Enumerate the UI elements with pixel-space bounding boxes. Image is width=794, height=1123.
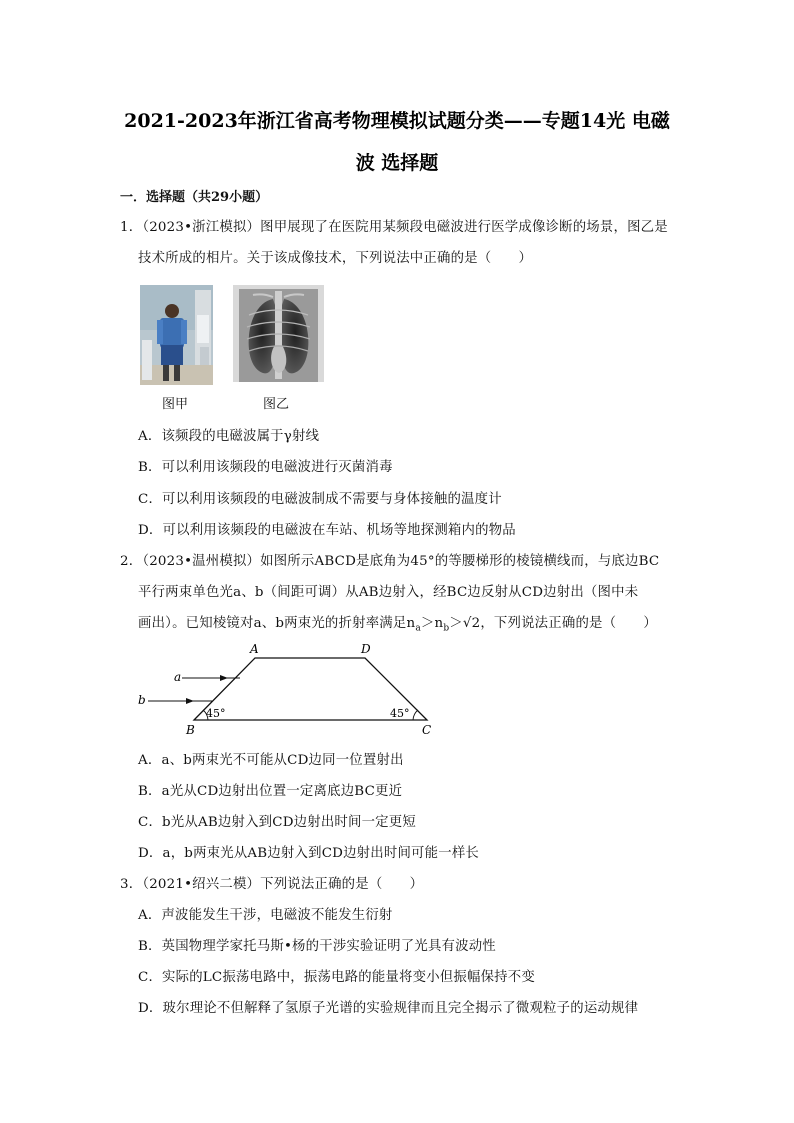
section-heading: 一．选择题（共29小题） bbox=[120, 190, 269, 205]
q1-photo-yi-xray bbox=[233, 285, 324, 382]
q1-stem-line1: 1．（2023•浙江模拟）图甲展现了在医院用某频段电磁波进行医学成像诊断的场景，图乙是 bbox=[120, 220, 668, 235]
q3-option-a: A．声波能发生干涉，电磁波不能发生衍射 bbox=[138, 908, 393, 923]
q2-stem-line3: 画出）。已知棱镜对a、b两束光的折射率满足$n_a>n_b>√2$，下列说法正确的是（ ） bbox=[138, 616, 658, 634]
q1-photo-jia bbox=[140, 285, 213, 385]
q2-option-a: A．a、b两束光不可能从CD边同一位置射出 bbox=[138, 753, 404, 768]
vertex-B-label: B bbox=[186, 723, 195, 737]
q2-option-b: B．a光从CD边射出位置一定离底边BC更近 bbox=[138, 784, 403, 799]
angle-right-label: 45° bbox=[390, 707, 410, 720]
q1-caption-yi: 图乙 bbox=[263, 397, 290, 412]
ray-b-arrow bbox=[186, 698, 194, 704]
ray-a-label: a bbox=[174, 670, 182, 684]
q3-stem-line1: 3．（2021•绍兴二模）下列说法正确的是（ ） bbox=[120, 877, 424, 892]
q1-option-d: D．可以利用该频段的电磁波在车站、机场等地探测箱内的物品 bbox=[138, 523, 516, 538]
q1-caption-jia: 图甲 bbox=[162, 397, 189, 412]
q3-option-b: B．英国物理学家托马斯•杨的干涉实验证明了光具有波动性 bbox=[138, 939, 496, 954]
q1-option-a: A．该频段的电磁波属于γ射线 bbox=[138, 429, 320, 444]
vertex-D-label: D bbox=[361, 642, 371, 656]
q3-option-d: D．玻尔理论不但解释了氢原子光谱的实验规律而且完全揭示了微观粒子的运动规律 bbox=[138, 1001, 639, 1016]
vertex-C-label: C bbox=[422, 723, 432, 737]
q2-option-c: C．b光从AB边射入到CD边射出时间一定更短 bbox=[138, 815, 416, 830]
q1-option-c: C．可以利用该频段的电磁波制成不需要与身体接触的温度计 bbox=[138, 492, 502, 507]
q2-option-d: D．a，b两束光从AB边射入到CD边射出时间可能一样长 bbox=[138, 846, 479, 861]
ray-a-arrow bbox=[220, 675, 228, 681]
doc-title-line1: 2021-2023年浙江省高考物理模拟试题分类——专题14光 电磁 bbox=[124, 110, 670, 132]
ray-b-label: b bbox=[138, 693, 146, 707]
angle-left-label: 45° bbox=[206, 707, 226, 720]
q1-stem-line2: 技术所成的相片。关于该成像技术，下列说法中正确的是（ ） bbox=[138, 251, 533, 266]
vertex-A-label: A bbox=[250, 642, 259, 656]
q3-option-c: C．实际的LC振荡电路中，振荡电路的能量将变小但振幅保持不变 bbox=[138, 970, 535, 985]
q2-stem-line1: 2．（2023•温州模拟）如图所示ABCD是底角为45°的等腰梯形的棱镜横线而，与底边BC bbox=[120, 554, 660, 569]
doc-title-line2: 波 选择题 bbox=[355, 152, 439, 174]
q2-stem-line2: 平行两束单色光a、b（间距可调）从AB边射入，经BC边反射从CD边射出（图中未 bbox=[138, 585, 639, 600]
q2-prism-diagram bbox=[130, 638, 440, 738]
q1-option-b: B．可以利用该频段的电磁波进行灭菌消毒 bbox=[138, 460, 393, 475]
